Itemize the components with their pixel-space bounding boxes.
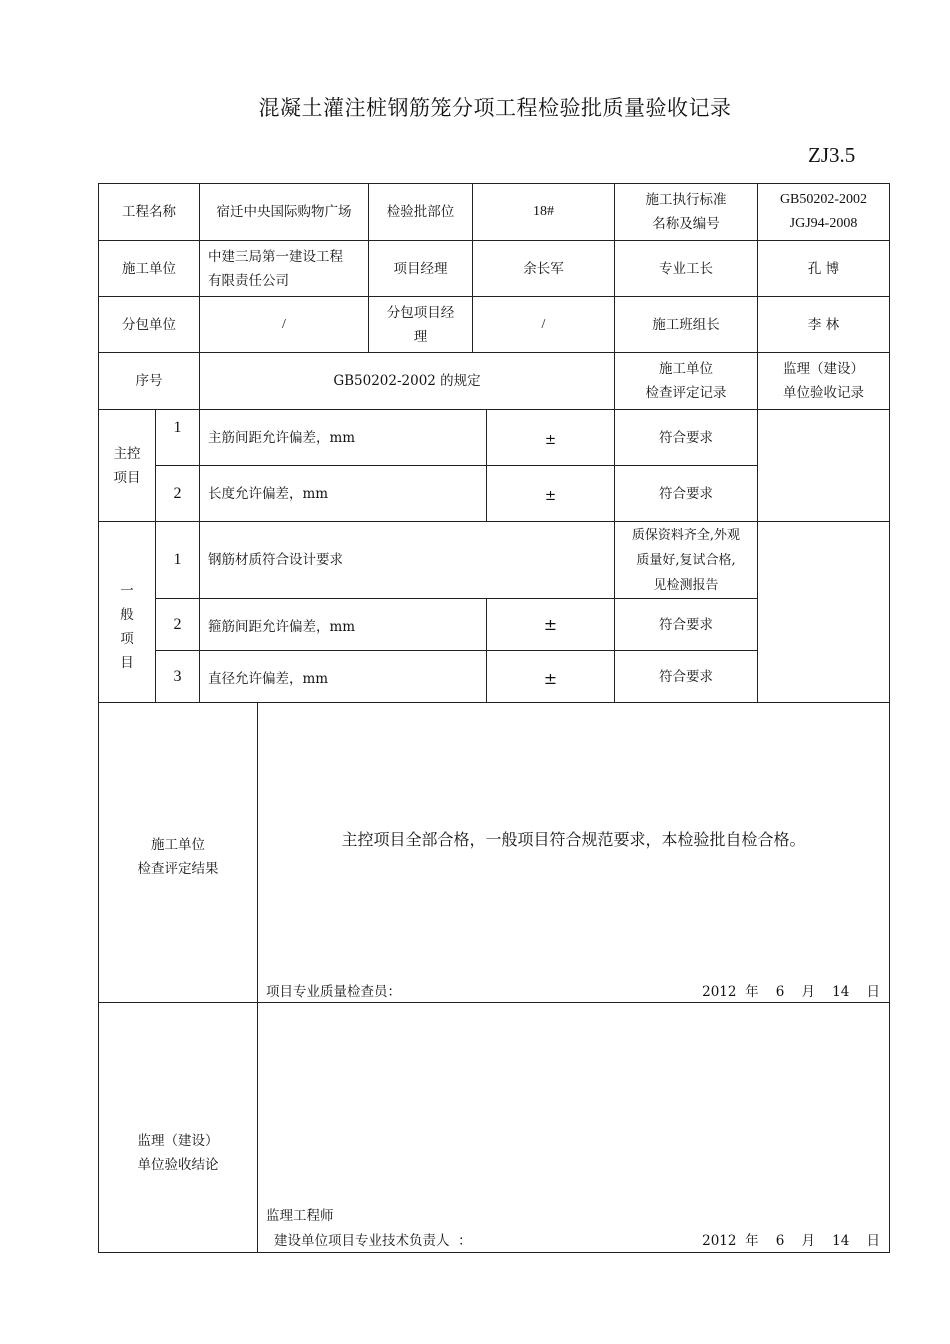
standard-codes: GB50202-2002 JGJ94-2008 — [779, 192, 868, 231]
batch-location: 18# — [533, 204, 554, 219]
contractor: 中建三局第一建设工程 有限责任公司 — [208, 248, 343, 289]
subcontractor: / — [282, 316, 286, 332]
main-item-no: 2 — [173, 484, 182, 502]
sub-pm-label: 分包项目经 理 — [386, 304, 455, 345]
general-item-desc: 钢筋材质符合设计要求 — [208, 552, 343, 568]
foreman-label: 专业工长 — [659, 260, 713, 277]
general-items-group-label: 一 般 项 目 — [120, 583, 134, 671]
supervisor-date: 2012 年 6 月 14 日 — [702, 1233, 880, 1249]
pm-label: 项目经理 — [393, 260, 448, 277]
supervisor-check-header: 监理（建设） 单位验收记录 — [783, 361, 864, 401]
team-leader-label: 施工班组长 — [652, 316, 720, 333]
supervising-engineer-label: 监理工程师 — [266, 1208, 334, 1224]
general-item-result: 质保资料齐全,外观 质量好,复试合格, 见检测报告 — [631, 527, 741, 593]
document-code: ZJ3.5 — [808, 143, 856, 167]
document-title: 混凝土灌注桩钢筋笼分项工程检验批质量验收记录 — [258, 96, 732, 120]
col-line — [757, 409, 758, 702]
supervisor-result-label: 监理（建设） 单位验收结论 — [137, 1133, 219, 1173]
seq-header: 序号 — [135, 373, 163, 389]
contractor-check-header: 施工单位 检查评定记录 — [645, 361, 727, 401]
general-item-result: 符合要求 — [659, 616, 713, 633]
main-item-result: 符合要求 — [659, 485, 713, 502]
spec-header: GB50202-2002 的规定 — [333, 373, 481, 389]
main-item-tolerance: ± — [544, 431, 557, 448]
general-item-tolerance: ± — [543, 668, 558, 688]
project-name-label: 工程名称 — [122, 204, 176, 220]
batch-location-label: 检验批部位 — [386, 204, 455, 220]
general-item-desc: 箍筋间距允许偏差，mm — [208, 618, 356, 635]
team-leader: 李 林 — [807, 316, 840, 333]
project-name: 宿迁中央国际购物广场 — [216, 204, 352, 220]
foreman: 孔 博 — [807, 260, 840, 277]
col-line — [257, 702, 258, 1253]
contractor-conclusion: 主控项目全部合格，一般项目符合规范要求，本检验批自检合格。 — [341, 830, 806, 849]
col-line — [199, 409, 200, 702]
general-item-tolerance: ± — [543, 614, 558, 634]
main-item-desc: 主筋间距允许偏差，mm — [208, 429, 356, 446]
contractor-label: 施工单位 — [122, 260, 176, 277]
main-item-tolerance: ± — [544, 487, 557, 504]
pm: 余长军 — [523, 260, 564, 277]
main-items-group-label: 主控 项目 — [113, 445, 141, 486]
main-item-desc: 长度允许偏差，mm — [208, 485, 329, 502]
sub-pm: / — [541, 316, 546, 332]
main-item-result: 符合要求 — [659, 429, 713, 446]
subcontractor-label: 分包单位 — [122, 316, 176, 333]
general-item-no: 2 — [173, 615, 182, 633]
contractor-result-label: 施工单位 检查评定结果 — [137, 836, 219, 877]
general-item-desc: 直径允许偏差，mm — [208, 670, 329, 687]
standard-label: 施工执行标准 名称及编号 — [645, 192, 727, 232]
general-item-no: 3 — [173, 667, 182, 685]
main-item-no: 1 — [173, 419, 182, 436]
general-item-no: 1 — [173, 551, 182, 568]
general-item-result: 符合要求 — [659, 668, 713, 685]
quality-inspector-label: 项目专业质量检查员： — [266, 984, 401, 1000]
owner-tech-lead-label: 建设单位项目专业技术负责人 ： — [274, 1233, 472, 1249]
contractor-date: 2012 年 6 月 14 日 — [702, 984, 880, 1000]
